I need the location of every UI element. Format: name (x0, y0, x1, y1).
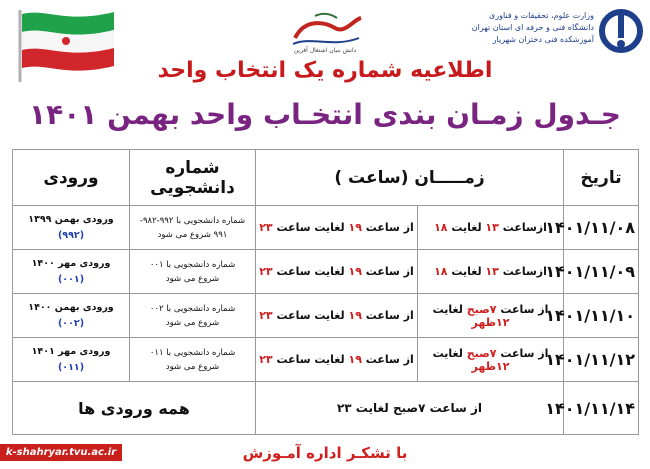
time-slot-2 (256, 338, 418, 382)
time-prefix: از ساعت (361, 309, 414, 322)
university-logo-icon (598, 8, 644, 54)
time-start: ۱۹ (348, 309, 362, 322)
ministry-text (454, 10, 594, 46)
entry-label: ورودی مهر ۱۴۰۱ (31, 345, 111, 357)
schedule-table (12, 149, 639, 435)
time-prefix: از ساعت (361, 353, 414, 366)
time-start: ۱۹ (348, 265, 362, 278)
ministry-line: دانشگاه فنی و حرفه ای استان تهران (471, 23, 594, 32)
student-number-cell (130, 250, 256, 294)
header-time: زمـــــان (ساعت ) (256, 150, 564, 206)
time-mid: لغایت (432, 346, 467, 360)
time-mid: لغایت ساعت (272, 265, 349, 278)
time-mid: لغایت (447, 221, 486, 234)
time-prefix: ازساعت (498, 265, 547, 278)
time-slot-1 (418, 294, 564, 338)
date-cell: ۱۴۰۱/۱۱/۰۹ (564, 250, 639, 294)
sid-line: ۹۹۱ شروع می شود (157, 229, 228, 240)
sid-line: شروع می شود (165, 361, 220, 372)
sid-line: شماره دانشجویی با ۹۹۲-۹۸۲- (139, 215, 246, 226)
time-end: ۱۲ظهر (471, 315, 510, 329)
entry-label: ورودی مهر ۱۴۰۰ (31, 257, 111, 269)
date-cell: ۱۴۰۱/۱۱/۱۴ (564, 382, 639, 435)
student-number-cell (130, 294, 256, 338)
sid-line: شروع می شود (165, 317, 220, 328)
date-cell: ۱۴۰۱/۱۱/۱۰ (564, 294, 639, 338)
time-slot-2 (256, 294, 418, 338)
header-date: تاریخ (564, 150, 639, 206)
time-slot-1 (418, 338, 564, 382)
student-number-cell (130, 206, 256, 250)
time-end: ۲۳ (259, 221, 273, 234)
time-prefix: ازساعت (498, 221, 547, 234)
time-mid: لغایت ساعت (272, 221, 349, 234)
time-prefix: از ساعت (361, 221, 414, 234)
time-start: ۱۳ (485, 221, 499, 234)
sid-line: شروع می شود (165, 273, 220, 284)
header-entry: ورودی (13, 150, 130, 206)
time-start: ۱۳ (485, 265, 499, 278)
sid-line: شماره دانشجویی با ۰۰۱ (149, 259, 236, 270)
time-mid: لغایت ساعت (272, 309, 349, 322)
table-header-row (13, 150, 639, 206)
time-start: ۷صبح (466, 302, 497, 316)
time-prefix: از ساعت (496, 346, 549, 360)
footer-thanks: با تشکـر اداره آمـوزش (242, 444, 408, 462)
time-start: ۱۹ (348, 221, 362, 234)
time-end: ۲۳ (259, 309, 273, 322)
time-start: ۱۹ (348, 353, 362, 366)
entry-cell (13, 338, 130, 382)
time-mid: لغایت ساعت (272, 353, 349, 366)
entry-cell (13, 206, 130, 250)
time-slot-2 (256, 206, 418, 250)
time-mid: لغایت (447, 265, 486, 278)
entry-label: ورودی بهمن ۱۴۰۰ (28, 301, 114, 313)
time-slot-1 (418, 250, 564, 294)
slogan-emblem (275, 8, 375, 54)
entry-label: ورودی بهمن ۱۳۹۹ (28, 213, 114, 225)
header-student-number: شماره دانشجویی (130, 150, 256, 206)
time-end: ۱۸ (434, 265, 448, 278)
time-slot-2 (256, 250, 418, 294)
table-row (13, 206, 639, 250)
sid-line: شماره دانشجویی با ۰۱۱ (149, 347, 236, 358)
student-number-cell (130, 338, 256, 382)
entry-code: (۰۱۱) (57, 361, 85, 373)
date-cell: ۱۴۰۱/۱۱/۰۸ (564, 206, 639, 250)
table-row (13, 338, 639, 382)
time-mid: لغایت (432, 302, 467, 316)
time-slot-1 (418, 206, 564, 250)
time-start: ۷صبح (466, 346, 497, 360)
entry-cell (13, 250, 130, 294)
time-prefix: از ساعت (496, 302, 549, 316)
time-end: ۱۸ (434, 221, 448, 234)
entry-code: (۹۹۲) (57, 229, 85, 241)
entry-cell (13, 294, 130, 338)
page-title: جـدول زمـان بندی انتخـاب واحد بهمن ۱۴۰۱ (29, 98, 621, 131)
sid-line: شماره دانشجویی با ۰۰۲ (149, 303, 236, 314)
site-url-badge[interactable]: k-shahryar.tvu.ac.ir (0, 444, 122, 461)
svg-text:دانش بنیان اشتغال آفرین: دانش بنیان اشتغال آفرین (293, 47, 357, 54)
entry-code: (۰۰۱) (57, 273, 85, 285)
ministry-line: وزارت علوم، تحقیقات و فناوری (489, 11, 594, 20)
time-end: ۱۲ظهر (471, 359, 510, 373)
table-row (13, 294, 639, 338)
announcement-heading: اطلاعیه شماره یک انتخاب واحد (157, 58, 493, 83)
time-end: ۲۳ (259, 265, 273, 278)
time-prefix: از ساعت (361, 265, 414, 278)
time-end: ۲۳ (259, 353, 273, 366)
table-row-final (13, 382, 639, 435)
table-row (13, 250, 639, 294)
time-all-day: از ساعت ۷صبح لغایت ۲۳ (256, 382, 564, 435)
ministry-line: آموزشکده فنی دختران شهریار (492, 35, 594, 44)
date-cell: ۱۴۰۱/۱۱/۱۲ (564, 338, 639, 382)
entry-code: (۰۰۲) (57, 317, 85, 329)
all-entries-cell: همه ورودی ها (13, 382, 256, 435)
